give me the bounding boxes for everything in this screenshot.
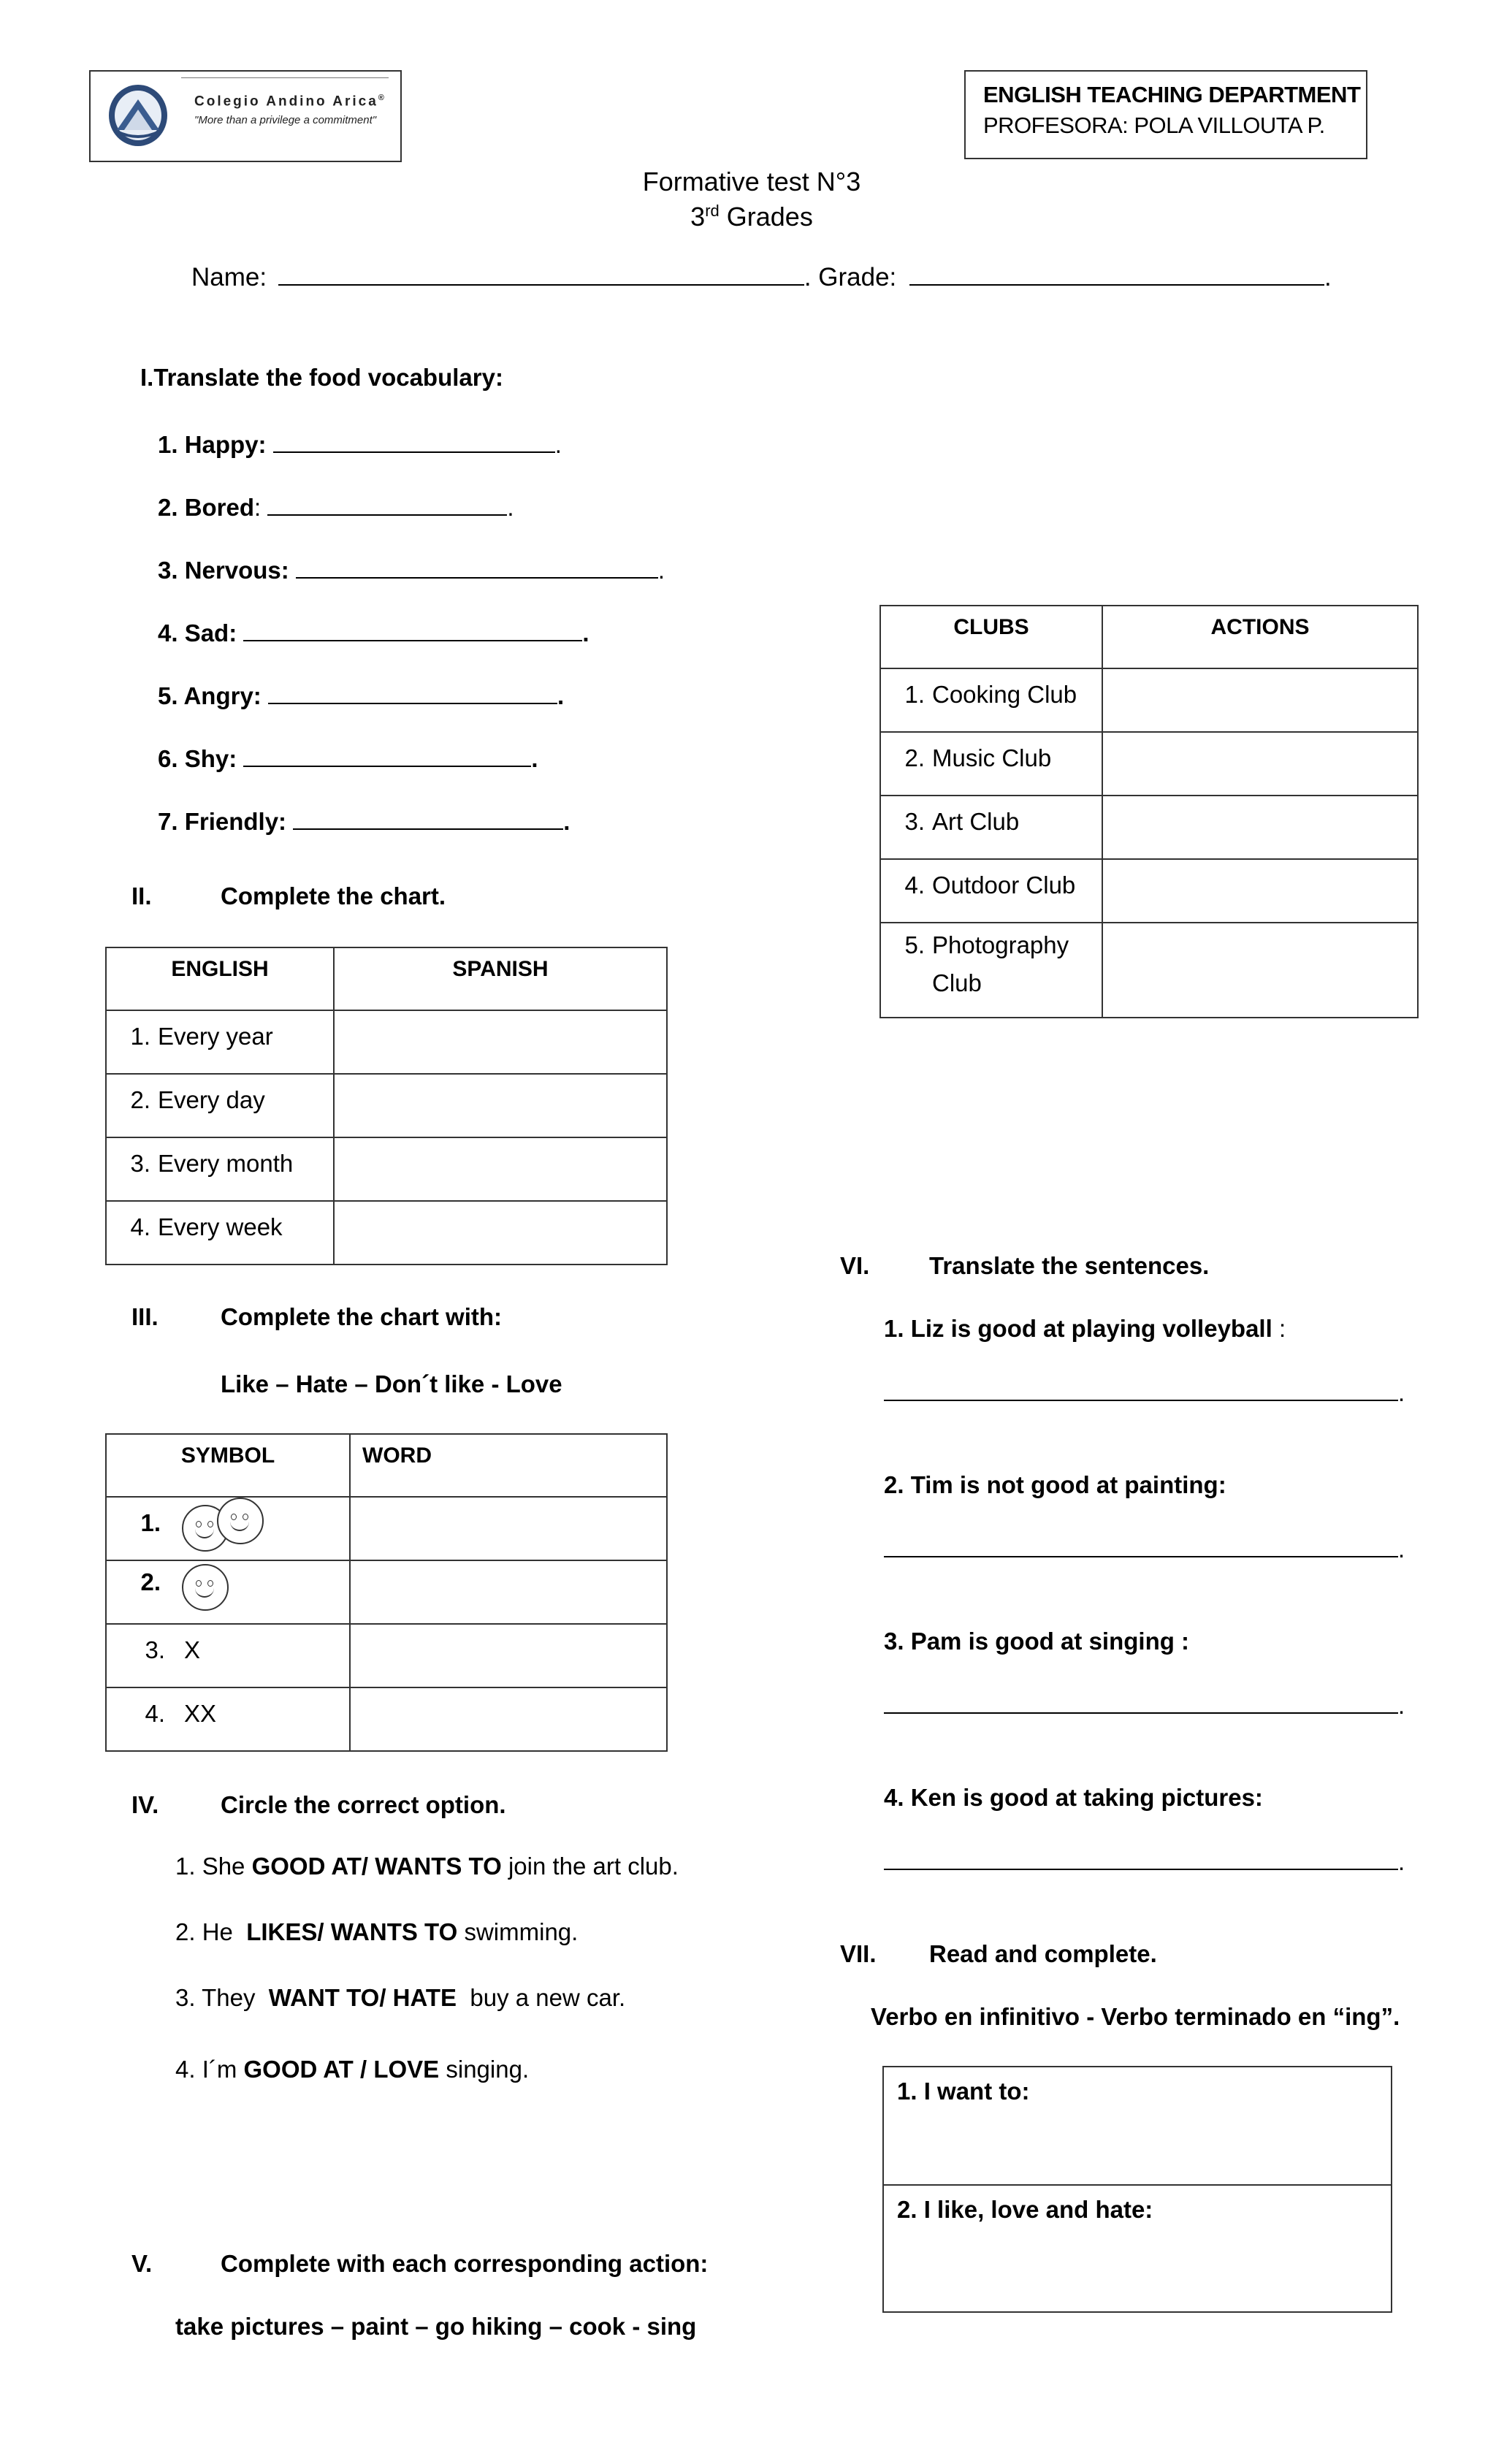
table-row: 2. (106, 1560, 667, 1624)
answer-cell[interactable] (350, 1560, 667, 1624)
box-2-label: 2. I like, love and hate: (897, 2196, 1153, 2223)
school-crest-icon (107, 83, 169, 149)
table-header: ACTIONS (1102, 606, 1418, 668)
table-header: ENGLISH (106, 947, 334, 1010)
sentence-1: 1. Liz is good at playing volleyball : (884, 1315, 1286, 1342)
table-header: SYMBOL (106, 1434, 350, 1497)
section-3-options: Like – Hate – Don´t like - Love (221, 1370, 562, 1397)
section-2-heading: II. Complete the chart. (131, 882, 446, 909)
table-row: 3. Every month (106, 1137, 667, 1201)
vocab-item-4: 4. Sad: . (158, 619, 589, 646)
sentence-2-answer: . (884, 1536, 1405, 1563)
answer-line[interactable] (243, 765, 531, 767)
complete-box (882, 2066, 1392, 2313)
table-row: 2. Every day (106, 1074, 667, 1137)
teacher-name: PROFESORA: POLA VILLOUTA P. (983, 112, 1325, 138)
answer-line[interactable] (296, 576, 658, 579)
vocab-item-7: 7. Friendly: . (158, 808, 570, 835)
table-row: 3. Art Club (880, 796, 1418, 859)
circle-option-1: 1. She GOOD AT/ WANTS TO join the art club. (175, 1853, 679, 1880)
circle-option-4: 4. I´m GOOD AT / LOVE singing. (175, 2056, 530, 2083)
answer-line[interactable] (884, 1868, 1398, 1870)
sentence-3: 3. Pam is good at singing : (884, 1628, 1190, 1655)
school-name-rule (181, 77, 389, 78)
grade-heading: 3rd Grades (690, 202, 813, 232)
name-field[interactable] (278, 283, 804, 286)
table-row: 4. Outdoor Club (880, 859, 1418, 923)
english-spanish-table (105, 947, 668, 1265)
smiley-face-icon (182, 1564, 229, 1611)
answer-cell[interactable] (334, 1137, 667, 1201)
clubs-actions-table (879, 605, 1419, 1018)
table-row: 4. XX (106, 1687, 667, 1751)
box-divider (884, 2184, 1391, 2186)
answer-line[interactable] (267, 514, 507, 516)
table-row: 5. Photography Club (880, 923, 1418, 1018)
answer-line[interactable] (268, 702, 557, 704)
smiley-face-icon (217, 1498, 264, 1544)
section-5-options: take pictures – paint – go hiking – cook - sing (175, 2313, 697, 2340)
table-row: 1. Every year (106, 1010, 667, 1074)
table-header: CLUBS (880, 606, 1102, 668)
answer-line[interactable] (884, 1555, 1398, 1557)
circle-option-2: 2. He LIKES/ WANTS TO swimming. (175, 1918, 579, 1945)
page-title: Formative test N°3 (642, 167, 861, 197)
section-5-heading: V. Complete with each corresponding action: (131, 2250, 709, 2277)
answer-cell[interactable] (350, 1497, 667, 1560)
symbol-word-table (105, 1433, 668, 1752)
answer-line[interactable] (293, 828, 563, 830)
table-row: 1. (106, 1497, 667, 1560)
table-row: 1. Cooking Club (880, 668, 1418, 732)
school-name: Colegio Andino Arica® (194, 94, 386, 110)
answer-cell[interactable] (350, 1624, 667, 1687)
answer-line[interactable] (273, 451, 555, 453)
section-7-subtitle: Verbo en infinitivo - Verbo terminado en “ing”. (871, 2003, 1400, 2030)
department-name: ENGLISH TEACHING DEPARTMENT (983, 82, 1361, 107)
vocab-item-3: 3. Nervous: . (158, 557, 665, 584)
answer-line[interactable] (884, 1712, 1398, 1714)
department-box (964, 70, 1367, 159)
answer-cell[interactable] (1102, 732, 1418, 796)
answer-cell[interactable] (350, 1687, 667, 1751)
table-row: 2. Music Club (880, 732, 1418, 796)
answer-cell[interactable] (1102, 796, 1418, 859)
sentence-2: 2. Tim is not good at painting: (884, 1471, 1226, 1498)
section-7-heading: VII. Read and complete. (840, 1940, 1157, 1967)
box-1-label: 1. I want to: (897, 2078, 1030, 2105)
school-logo-box (89, 70, 402, 162)
answer-cell[interactable] (334, 1201, 667, 1265)
vocab-item-1: 1. Happy: . (158, 431, 562, 458)
table-row: 3. X (106, 1624, 667, 1687)
table-header: SPANISH (334, 947, 667, 1010)
table-row: 4. Every week (106, 1201, 667, 1265)
vocab-item-5: 5. Angry: . (158, 682, 565, 709)
section-6-heading: VI. Translate the sentences. (840, 1252, 1210, 1279)
answer-cell[interactable] (1102, 923, 1418, 1018)
sentence-1-answer: . (884, 1379, 1405, 1407)
answer-line[interactable] (243, 639, 582, 641)
sentence-4-answer: . (884, 1848, 1405, 1876)
section-4-heading: IV. Circle the correct option. (131, 1791, 506, 1818)
answer-cell[interactable] (1102, 668, 1418, 732)
answer-line[interactable] (884, 1399, 1398, 1401)
sentence-3-answer: . (884, 1692, 1405, 1720)
answer-cell[interactable] (334, 1010, 667, 1074)
grade-field[interactable] (909, 283, 1324, 286)
school-tagline: "More than a privilege a commitment" (194, 114, 377, 126)
vocab-item-2: 2. Bored: . (158, 494, 514, 521)
name-grade-line: Name: . Grade: . (191, 263, 1332, 291)
sentence-4: 4. Ken is good at taking pictures: (884, 1784, 1263, 1811)
section-3-heading: III. Complete the chart with: (131, 1303, 503, 1330)
section-1-heading: I.Translate the food vocabulary: (140, 364, 503, 391)
vocab-item-6: 6. Shy: . (158, 745, 538, 772)
table-header: WORD (350, 1434, 667, 1497)
circle-option-3: 3. They WANT TO/ HATE buy a new car. (175, 1984, 626, 2011)
answer-cell[interactable] (1102, 859, 1418, 923)
answer-cell[interactable] (334, 1074, 667, 1137)
